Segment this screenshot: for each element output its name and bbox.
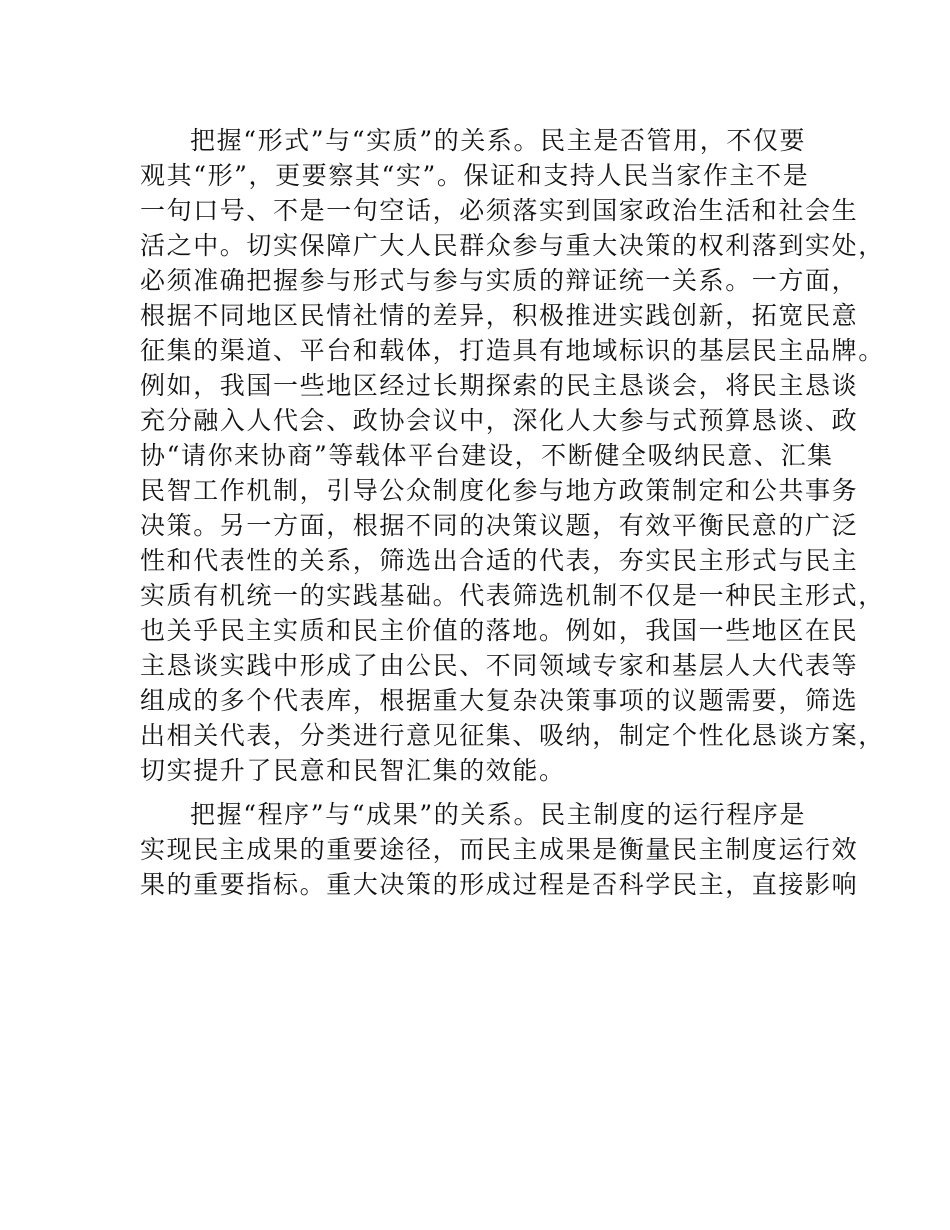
text-line: 把握“形式”与“实质”的关系。民主是否管用，不仅要 [190, 126, 807, 155]
text-line: 果的重要指标。重大决策的形成过程是否科学民主，直接影响 [140, 870, 859, 899]
text-line: 观其“形”，更要察其“实”。保证和支持人民当家作主不是 [140, 161, 810, 190]
text-line: 实质有机统一的实践基础。代表筛选机制不仅是一种民主形式， [140, 581, 885, 610]
text-line: 一句口号、不是一句空话，必须落实到国家政治生活和社会生 [140, 196, 859, 225]
text-line: 实现民主成果的重要途径，而民主成果是衡量民主制度运行效 [140, 835, 859, 864]
text-line: 也关乎民主实质和民主价值的落地。例如，我国一些地区在民 [140, 616, 859, 645]
text-line: 必须准确把握参与形式与参与实质的辩证统一关系。一方面， [140, 266, 859, 295]
text-line: 充分融入人代会、政协会议中，深化人大参与式预算恳谈、政 [140, 406, 859, 435]
text-line: 把握“程序”与“成果”的关系。民主制度的运行程序是 [190, 800, 807, 829]
text-line: 出相关代表，分类进行意见征集、吸纳，制定个性化恳谈方案， [140, 721, 885, 750]
text-line: 例如，我国一些地区经过长期探索的民主恳谈会，将民主恳谈 [140, 371, 859, 400]
text-line: 切实提升了民意和民智汇集的效能。 [140, 756, 566, 785]
text-line: 民智工作机制，引导公众制度化参与地方政策制定和公共事务 [140, 476, 859, 505]
text-line: 协“请你来协商”等载体平台建设，不断健全吸纳民意、汇集 [140, 441, 834, 470]
text-line: 性和代表性的关系，筛选出合适的代表，夯实民主形式与民主 [140, 546, 859, 575]
text-line: 主恳谈实践中形成了由公民、不同领域专家和基层人大代表等 [140, 651, 859, 680]
text-line: 活之中。切实保障广大人民群众参与重大决策的权利落到实处， [140, 231, 885, 260]
text-line: 征集的渠道、平台和载体，打造具有地域标识的基层民主品牌。 [140, 336, 885, 365]
text-line: 决策。另一方面，根据不同的决策议题，有效平衡民意的广泛 [140, 511, 859, 540]
text-line: 根据不同地区民情社情的差异，积极推进实践创新，拓宽民意 [140, 301, 859, 330]
text-line: 组成的多个代表库，根据重大复杂决策事项的议题需要，筛选 [140, 686, 859, 715]
